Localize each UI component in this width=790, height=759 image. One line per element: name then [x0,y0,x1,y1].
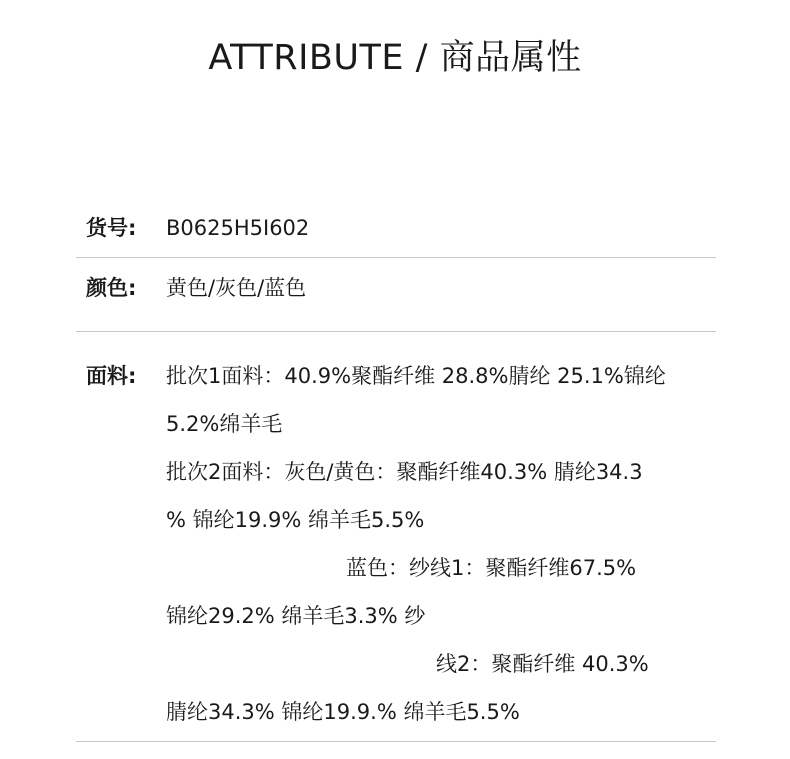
color-value: 黄色/灰色/蓝色 [166,276,307,300]
attribute-table [76,198,716,742]
attribute-row-sku [76,198,716,258]
page-title: ATTRIBUTE / 商品属性 [208,38,582,78]
fabric-line: % 锦纶19.9% 绵羊毛5.5% [166,508,425,532]
fabric-value [166,360,716,741]
fabric-line: 锦纶29.2% 绵羊毛3.3% 纱 [166,604,426,628]
attribute-row-fabric [76,332,716,742]
fabric-line: 5.2%绵羊毛 [166,412,283,436]
sku-value: B0625H5I602 [166,216,310,240]
fabric-line: 腈纶34.3% 锦纶19.9.% 绵羊毛5.5% [166,700,520,724]
fabric-line: 批次1面料：40.9%聚酯纤维 28.8%腈纶 25.1%锦纶 [166,364,666,388]
color-label: 颜色: [86,276,137,300]
attribute-row-color [76,258,716,332]
sku-label: 货号: [86,216,137,240]
fabric-line: 线2：聚酯纤维 40.3% [436,652,649,676]
fabric-line: 批次2面料：灰色/黄色：聚酯纤维40.3% 腈纶34.3 [166,460,643,484]
fabric-line: 蓝色：纱线1：聚酯纤维67.5% [346,556,637,580]
fabric-label: 面料: [86,364,137,388]
